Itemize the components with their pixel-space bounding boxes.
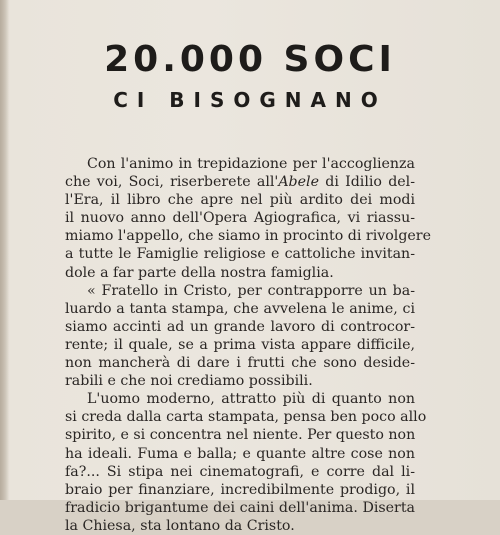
text-line: braio per finanziare, incredibilmente prodigo, il xyxy=(65,481,415,498)
text-line: la Chiesa, sta lontano da Cristo. xyxy=(65,517,295,534)
text-line: a tutte le Famiglie religiose e cattoliche invitan- xyxy=(65,246,415,263)
text-line-with-italic: che voi, Soci, riserberete all'Abele di Idilio del- xyxy=(65,174,415,191)
text-line: rente; il quale, se a prima vista appare difficile, xyxy=(65,336,415,353)
text-line: rabili e che noi crediamo possibili. xyxy=(65,373,313,390)
text-line: miamo l'appello, che siamo in procinto di rivolgere xyxy=(65,228,431,245)
text-line: non mancherà di dare i frutti che sono deside- xyxy=(65,355,415,372)
text-line: siamo accinti ad un grande lavoro di controcor- xyxy=(65,318,415,335)
text-line: il nuovo anno dell'Opera Agiografica, vi riassu- xyxy=(65,210,415,227)
text-line: « Fratello in Cristo, per contrapporre un ba- xyxy=(87,282,415,299)
heading-line-2: CI BISOGNANO xyxy=(113,88,387,112)
text-line: ha ideali. Fuma e balla; e quante altre cose non xyxy=(65,445,415,462)
text-line: l'Era, il libro che apre nel più ardito dei modi xyxy=(65,192,415,209)
text-line: dole a far parte della nostra famiglia. xyxy=(65,264,334,281)
text-line: fa?... Si stipa nei cinematografi, e corre dal li- xyxy=(65,463,415,480)
heading-line-1: 20.000 SOCI xyxy=(104,39,396,80)
text-line: spirito, e si concentra nel niente. Per questo non xyxy=(65,427,416,444)
book-title-italic: Abele xyxy=(278,174,319,191)
text-line: L'uomo moderno, attratto più di quanto non xyxy=(87,391,415,408)
text-line: si creda dalla carta stampata, pensa ben poco allo xyxy=(65,409,427,426)
text-line: fradicio brigantume dei caini dell'anima. Diserta xyxy=(65,499,415,516)
body-text xyxy=(65,155,431,535)
text-line: luardo a tanta stampa, che avvelena le anime, ci xyxy=(65,300,415,317)
text-line: Con l'animo in trepidazione per l'accoglienza xyxy=(87,156,415,172)
